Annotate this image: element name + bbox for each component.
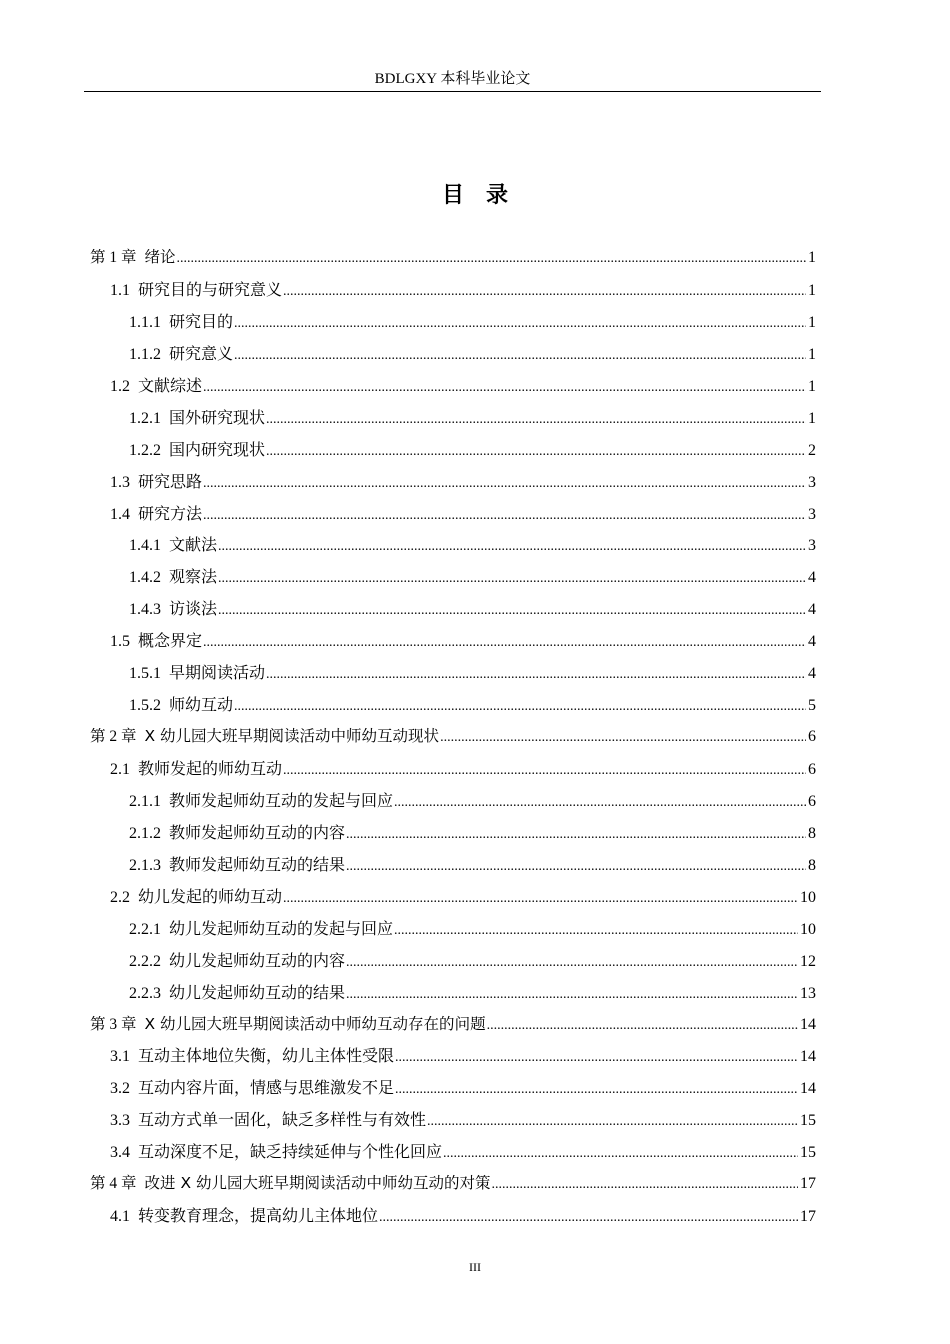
toc-entry-page: 4 (808, 665, 816, 683)
toc-entry-page: 15 (800, 1144, 816, 1162)
toc-entry[interactable] (90, 434, 816, 466)
toc-entry-number: 第 3 章 (90, 1015, 137, 1033)
toc-entry[interactable] (90, 977, 816, 1009)
toc-entry-number: 1.3 (110, 473, 130, 491)
toc-entry-page: 8 (808, 856, 816, 874)
toc-dot-leader (346, 818, 806, 851)
toc-entry-title: 研究目的与研究意义 (138, 279, 283, 299)
toc-entry-number: 2.1.2 (129, 824, 161, 842)
toc-dot-leader (394, 914, 798, 947)
toc-entry[interactable] (90, 561, 816, 593)
toc-entry-page: 1 (808, 281, 816, 299)
toc-entry-title: 文献综述 (138, 375, 203, 395)
toc-dot-leader (346, 850, 806, 883)
toc-entry-title: 访谈法 (169, 599, 218, 619)
toc-entry-page: 1 (808, 313, 816, 331)
toc-entry-number: 3.4 (110, 1144, 130, 1162)
toc-entry-number: 第 1 章 (90, 249, 137, 266)
toc-entry-page: 5 (808, 697, 816, 715)
toc-dot-leader (234, 690, 806, 723)
toc-entry-title: 观察法 (169, 567, 218, 587)
toc-entry[interactable] (90, 498, 816, 530)
toc-entry-page: 17 (800, 1208, 816, 1226)
toc-entry-title: X 幼儿园大班早期阅读活动中师幼互动存在的问题 (144, 1014, 486, 1033)
toc-entry-title: 互动主体地位失衡，幼儿主体性受限 (138, 1046, 395, 1066)
toc-entry[interactable] (90, 370, 816, 402)
toc-dot-leader (395, 1073, 798, 1106)
toc-entry-number: 1.4.2 (129, 569, 161, 587)
toc-entry[interactable] (90, 721, 816, 753)
toc-entry[interactable] (90, 945, 816, 977)
toc-entry-page: 3 (808, 505, 816, 523)
toc-dot-leader (443, 1137, 798, 1170)
toc-entry-number: 2.1.3 (129, 856, 161, 874)
toc-entry-number: 2.1.1 (129, 792, 161, 810)
toc-entry-page: 13 (800, 984, 816, 1002)
toc-entry[interactable] (90, 1009, 816, 1041)
toc-dot-leader (440, 721, 806, 754)
toc-entry-number: 2.2.2 (129, 952, 161, 970)
toc-entry[interactable] (90, 657, 816, 689)
toc-entry-title: 教师发起的师幼互动 (138, 759, 283, 778)
toc-entry-page: 3 (808, 537, 816, 555)
toc-entry-title: 互动内容片面，情感与思维激发不足 (138, 1078, 395, 1098)
toc-entry-number: 3.3 (110, 1112, 130, 1130)
toc-entry-page: 8 (808, 824, 816, 842)
toc-entry-page: 2 (808, 441, 816, 459)
toc-entry-number: 4.1 (110, 1208, 130, 1226)
running-header: BDLGXY 本科毕业论文 (374, 71, 531, 87)
toc-entry-page: 4 (808, 601, 816, 619)
toc-entry-number: 1.5 (110, 633, 130, 651)
toc-dot-leader (203, 467, 806, 500)
toc-entry[interactable] (90, 1200, 816, 1232)
toc-entry-number: 1.5.2 (129, 697, 161, 715)
toc-entry[interactable] (90, 306, 816, 338)
toc-entry-title: 研究目的 (169, 311, 234, 331)
toc-entry[interactable] (90, 785, 816, 817)
toc-entry-title: 幼儿发起师幼互动的发起与回应 (169, 918, 394, 938)
toc-entry-title: 研究意义 (169, 343, 234, 363)
toc-dot-leader (234, 339, 806, 372)
toc-entry-title: X 幼儿园大班早期阅读活动中师幼互动现状 (144, 727, 440, 746)
toc-entry-title: 幼儿发起师幼互动的结果 (169, 982, 346, 1002)
toc-entry-title: 教师发起师幼互动的发起与回应 (169, 790, 394, 810)
toc-entry[interactable] (90, 1040, 816, 1072)
toc-entry-title: 早期阅读活动 (169, 663, 266, 683)
toc-entry-title: 国内研究现状 (169, 439, 266, 459)
toc-entry-number: 2.2.1 (129, 920, 161, 938)
toc-entry-page: 15 (800, 1112, 816, 1130)
toc-entry-page: 12 (800, 952, 816, 970)
toc-entry-page: 6 (808, 728, 816, 746)
toc-entry-number: 2.2.3 (129, 984, 161, 1002)
toc-entry-title: 互动深度不足，缺乏持续延伸与个性化回应 (138, 1142, 443, 1162)
toc-entry-page: 3 (808, 473, 816, 491)
toc-entry-number: 2.2 (110, 888, 130, 906)
toc-dot-leader (266, 403, 806, 436)
toc-entry[interactable] (90, 1072, 816, 1104)
toc-dot-leader (394, 786, 806, 819)
toc-entry-title: 幼儿发起师幼互动的内容 (169, 950, 346, 970)
toc-dot-leader (266, 435, 806, 468)
toc-entry-page: 1 (808, 345, 816, 363)
toc-dot-leader (492, 1168, 799, 1201)
toc-entry[interactable] (90, 881, 816, 913)
toc-dot-leader (395, 1041, 798, 1074)
toc-entry[interactable] (90, 338, 816, 370)
toc-entry-page: 6 (808, 792, 816, 810)
toc-entry-title: 研究方法 (138, 503, 203, 523)
toc-entry-title: 绪论 (144, 248, 176, 266)
toc-entry-page: 4 (808, 633, 816, 651)
toc-entry[interactable] (90, 593, 816, 625)
toc-dot-leader (346, 946, 798, 979)
toc-entry[interactable] (90, 849, 816, 881)
toc-entry[interactable] (90, 402, 816, 434)
toc-entry-title: 教师发起师幼互动的结果 (169, 854, 346, 874)
toc-entry-number: 1.4.1 (129, 537, 161, 555)
toc-entry-page: 1 (808, 377, 816, 395)
toc-entry-number: 1.4 (110, 505, 130, 523)
toc-entry-title: 改进 X 幼儿园大班早期阅读活动中师幼互动的对策 (144, 1174, 491, 1193)
toc-entry-number: 1.2.2 (129, 441, 161, 459)
toc-entry[interactable] (90, 1168, 816, 1200)
toc-entry-title: 师幼互动 (169, 695, 234, 715)
header-rule (84, 91, 821, 92)
toc-entry[interactable] (90, 1136, 816, 1168)
toc-entry-number: 1.5.1 (129, 665, 161, 683)
toc-title: 目录 (441, 182, 530, 208)
toc-dot-leader (266, 658, 806, 691)
toc-entry-title: 互动方式单一固化，缺乏多样性与有效性 (138, 1110, 427, 1130)
toc-entry[interactable] (90, 625, 816, 657)
toc-entry-title: 转变教育理念，提高幼儿主体地位 (138, 1206, 379, 1226)
toc-entry-title: 教师发起师幼互动的内容 (169, 822, 346, 842)
toc-entry-number: 3.1 (110, 1048, 130, 1066)
toc-entry-page: 1 (808, 249, 816, 266)
toc-entry-number: 2.1 (110, 761, 130, 778)
toc-dot-leader (218, 594, 806, 627)
toc-entry-page: 1 (808, 409, 816, 427)
toc-dot-leader (283, 882, 798, 915)
toc-dot-leader (379, 1201, 798, 1234)
toc-entry-page: 4 (808, 569, 816, 587)
toc-entry-page: 14 (800, 1048, 816, 1066)
toc-entry[interactable] (90, 529, 816, 561)
page-number: III (469, 1260, 481, 1274)
toc-entry-title: 国外研究现状 (169, 407, 266, 427)
toc-entry-number: 第 2 章 (90, 728, 137, 746)
toc-entry-number: 1.1.2 (129, 345, 161, 363)
toc-dot-leader (346, 978, 798, 1011)
toc-entry[interactable] (90, 913, 816, 945)
toc-entry-page: 17 (800, 1175, 816, 1193)
toc-dot-leader (283, 754, 806, 787)
toc-entry-number: 第 4 章 (90, 1175, 137, 1193)
toc-entry-page: 14 (800, 1015, 816, 1033)
toc-entry-number: 1.2 (110, 377, 130, 395)
toc-dot-leader (177, 242, 806, 275)
toc-entry-page: 14 (800, 1080, 816, 1098)
toc-entry-page: 10 (800, 888, 816, 906)
toc-entry-title: 概念界定 (138, 631, 203, 651)
toc-entry-page: 10 (800, 920, 816, 938)
toc-dot-leader (218, 530, 806, 563)
toc-dot-leader (203, 626, 806, 659)
toc-entry-title: 文献法 (169, 535, 218, 555)
toc-dot-leader (427, 1105, 798, 1138)
toc-entry-page: 6 (808, 761, 816, 778)
toc-entry-title: 研究思路 (138, 471, 203, 491)
table-of-contents (90, 242, 816, 1232)
toc-entry-number: 1.1.1 (129, 313, 161, 331)
toc-entry[interactable] (90, 753, 816, 785)
toc-entry[interactable] (90, 466, 816, 498)
toc-entry-number: 3.2 (110, 1080, 130, 1098)
toc-dot-leader (283, 275, 806, 308)
toc-entry[interactable] (90, 817, 816, 849)
toc-dot-leader (234, 307, 806, 340)
toc-entry-number: 1.4.3 (129, 601, 161, 619)
toc-entry-number: 1.1 (110, 281, 130, 299)
toc-entry[interactable] (90, 242, 816, 274)
toc-entry[interactable] (90, 1104, 816, 1136)
toc-dot-leader (203, 499, 806, 532)
toc-dot-leader (203, 371, 806, 404)
toc-dot-leader (487, 1009, 798, 1042)
toc-dot-leader (218, 562, 806, 595)
toc-entry-number: 1.2.1 (129, 409, 161, 427)
toc-entry[interactable] (90, 689, 816, 721)
toc-entry[interactable] (90, 274, 816, 306)
toc-entry-title: 幼儿发起的师幼互动 (138, 886, 283, 906)
